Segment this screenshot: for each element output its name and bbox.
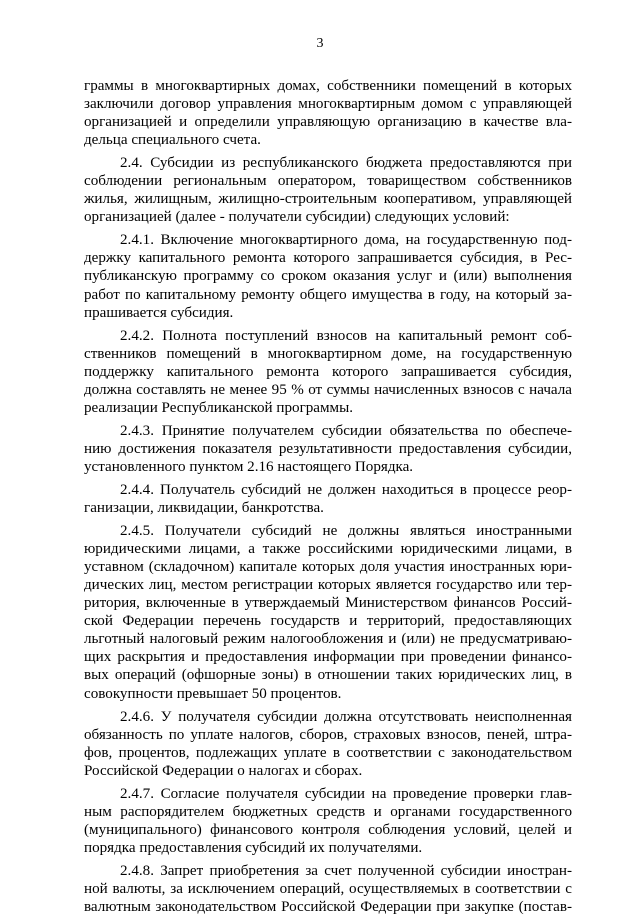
text-line: прашивается субсидия. (84, 304, 234, 321)
text-line: вых операций (офшорные зоны) в отношении таких юридических лиц, в (84, 667, 572, 684)
text-line: ным распорядителем бюджетных средств и органами государственного (84, 803, 572, 820)
text-line: щих раскрытия и предоставления информации при проведении финансо- (84, 649, 572, 666)
text-line: юридическими лицами, а также российскими юридическими лицами, в (84, 541, 572, 558)
text-line: публиканскую программу со сроком оказания услуг и (или) выполнения (84, 268, 572, 285)
paragraph-p-2-4-3 (84, 422, 572, 476)
text-line: ственников помещений в многоквартирном доме, на государственную (84, 345, 572, 362)
text-line: валютным законодательством Российской Федерации при закупке (постав- (84, 899, 572, 916)
paragraph-p-2-4-6 (84, 708, 572, 780)
text-line: дических лиц, местом регистрации которых является государство или тер- (84, 577, 572, 594)
text-line: Российской Федерации о налогах и сборах. (84, 762, 363, 779)
text-line: ганизации, ликвидации, банкротства. (84, 500, 324, 517)
text-line: должна составлять не менее 95 % от суммы начисленных взносов с начала (84, 381, 572, 398)
text-line: 2.4.2. Полнота поступлений взносов на капитальный ремонт соб- (120, 327, 572, 344)
text-line: обязанность по уплате налогов, сборов, страховых взносов, пеней, штра- (84, 726, 572, 743)
paragraph-p-continuation (84, 77, 572, 149)
page-number: 3 (316, 36, 324, 51)
text-line: поддержку капитального ремонта которого запрашивается субсидия, (84, 363, 572, 380)
paragraph-p-2-4-4 (84, 481, 572, 517)
text-line: ной валюты, за исключением операций, осуществляемых в соответствии с (84, 880, 572, 897)
text-line: уставном (складочном) капитале которых доля участия иностранных юри- (84, 559, 572, 576)
text-line: 2.4.7. Согласие получателя субсидии на проведение проверки глав- (120, 785, 572, 802)
paragraph-p-2-4-7 (84, 785, 572, 857)
text-line: 2.4.1. Включение многоквартирного дома, на государственную под- (120, 232, 572, 249)
paragraph-p-2-4 (84, 154, 572, 226)
paragraph-p-2-4-5 (84, 522, 572, 702)
document-body (84, 77, 572, 921)
text-line: ритория, включенные в утверждаемый Министерством финансов Россий- (84, 595, 572, 612)
text-line: установленного пунктом 2.16 настоящего Порядка. (84, 458, 414, 475)
paragraph-p-2-4-8 (84, 862, 572, 916)
text-line: 2.4. Субсидии из республиканского бюджета предоставляются при (120, 155, 572, 172)
text-line: держку капитального ремонта которого запрашивается субсидия, в Рес- (84, 250, 572, 267)
text-line: льготный налоговый режим налогообложения и (или) не предусматриваю- (84, 631, 572, 648)
text-line: порядка предоставления субсидий их получателями. (84, 839, 423, 856)
text-line: 2.4.3. Принятие получателем субсидии обязательства по обеспече- (120, 422, 572, 439)
text-line: дельца специального счета. (84, 132, 261, 149)
text-line: 2.4.4. Получатель субсидий не должен находиться в процессе реор- (120, 481, 572, 498)
text-line: 2.4.6. У получателя субсидии должна отсутствовать неисполненная (120, 708, 572, 725)
paragraph-p-2-4-1 (84, 231, 572, 321)
text-line: нию достижения показателя результативности предоставления субсидии, (84, 440, 572, 457)
text-line: 2.4.8. Запрет приобретения за счет полученной субсидии иностран- (120, 862, 572, 879)
text-line: соблюдении региональным оператором, товариществом собственников (84, 173, 572, 190)
text-line: ской Федерации перечень государств и территорий, предоставляющих (84, 613, 572, 630)
text-line: реализации Республиканской программы. (84, 399, 354, 416)
text-line: граммы в многоквартирных домах, собственники помещений в которых (84, 78, 572, 94)
text-line: совокупности превышает 50 процентов. (84, 685, 342, 702)
text-line: фов, процентов, подлежащих уплате в соответствии с законодательством (84, 744, 572, 761)
text-line: организацией (далее - получатели субсидии) следующих условий: (84, 209, 510, 226)
text-line: работ по капитальному ремонту общего имущества в году, на который за- (84, 286, 572, 303)
text-line: 2.4.5. Получатели субсидий не должны являться иностранными (120, 523, 572, 540)
paragraph-p-2-4-2 (84, 327, 572, 417)
text-line: жилья, жилищным, жилищно-строительным кооперативом, управляющей (84, 191, 572, 208)
text-line: (муниципального) финансового контроля соблюдения условий, целей и (84, 821, 572, 838)
text-line: заключили договор управления многоквартирным домом с управляющей (84, 96, 572, 113)
text-line: организацией и определили управляющую организацию в качестве вла- (84, 114, 572, 131)
